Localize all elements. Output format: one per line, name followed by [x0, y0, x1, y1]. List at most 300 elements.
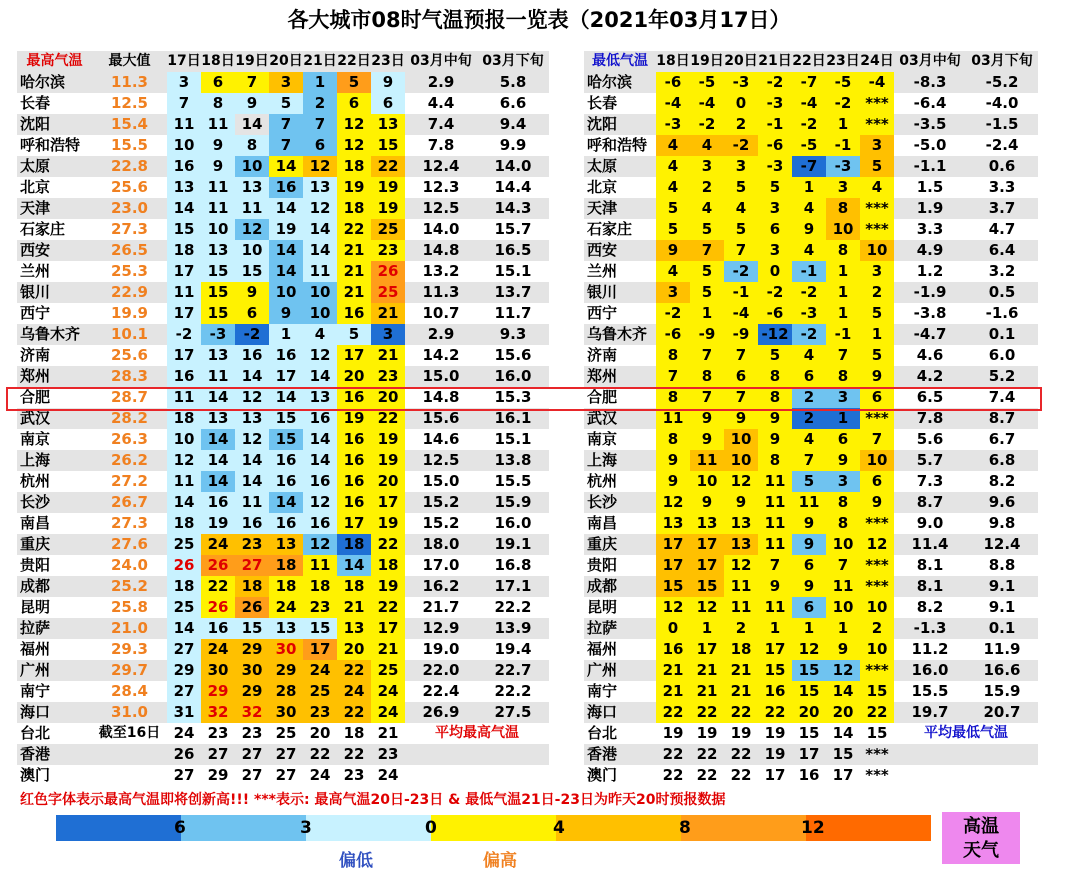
max-cell: 12 — [303, 156, 337, 177]
max-cell: 4 — [303, 324, 337, 345]
max-cell: 15.5 — [494, 472, 532, 490]
min-cell: 6.4 — [988, 241, 1016, 259]
max-cell: 18 — [235, 576, 269, 597]
max-cell: 14 — [241, 115, 263, 133]
min-cell: 4.6 — [916, 346, 944, 364]
max-table-row — [17, 408, 549, 429]
max-cell: 7 — [303, 114, 337, 135]
min-cell: 福州 — [587, 640, 618, 658]
max-cell: 12 — [167, 450, 201, 471]
min-cell: 5 — [860, 345, 894, 366]
min-cell: 0 — [724, 93, 758, 114]
min-cell: 17 — [656, 555, 690, 576]
min-table-row — [584, 618, 1038, 639]
max-cell: 30 — [235, 660, 269, 681]
max-cell — [477, 765, 549, 786]
min-cell: 重庆 — [587, 535, 618, 553]
min-cell: 7.4 — [988, 388, 1016, 406]
min-cell: 22 — [696, 745, 718, 763]
max-cell: 沈阳 — [20, 115, 51, 133]
max-cell: 14.3 — [494, 199, 532, 217]
max-header-cell: 18日 — [201, 53, 235, 69]
min-cell: 16.6 — [983, 661, 1021, 679]
min-cell: 10 — [690, 471, 724, 492]
min-cell: -1 — [826, 324, 860, 345]
max-cell: 26.9 — [422, 703, 460, 721]
max-cell: 16 — [303, 408, 337, 429]
max-cell — [405, 765, 477, 786]
min-cell: 3.2 — [988, 262, 1016, 280]
max-cell: 12.4 — [422, 157, 460, 175]
min-cell: *** — [860, 555, 894, 576]
max-cell: 18 — [269, 555, 303, 576]
max-cell: 南宁 — [20, 682, 51, 700]
max-cell: 18 — [167, 513, 201, 534]
min-cell: 10 — [826, 534, 860, 555]
max-cell: 9.9 — [499, 136, 527, 154]
min-cell: 12.4 — [983, 535, 1021, 553]
max-cell: 济南 — [20, 346, 51, 364]
max-cell: 22 — [309, 745, 331, 763]
min-cell: 8 — [656, 429, 690, 450]
max-cell: 22.2 — [494, 598, 532, 616]
max-cell: 12 — [235, 429, 269, 450]
min-cell: 7 — [690, 240, 724, 261]
max-cell: 17 — [167, 345, 201, 366]
max-cell: 15 — [167, 219, 201, 240]
max-cell: 14.2 — [422, 346, 460, 364]
min-header-cell: 24日 — [860, 53, 894, 69]
min-cell: -4 — [690, 93, 724, 114]
max-table-row — [17, 135, 549, 156]
max-cell: 14 — [269, 261, 303, 282]
min-cell: 20 — [826, 702, 860, 723]
min-cell: 9 — [724, 492, 758, 513]
min-cell: 1 — [758, 618, 792, 639]
max-cell: 11 — [201, 366, 235, 387]
max-cell: 2.9 — [427, 325, 455, 343]
min-cell: 9.1 — [988, 598, 1016, 616]
max-cell: 7 — [269, 114, 303, 135]
min-cell: -2 — [792, 114, 826, 135]
min-table-row — [584, 261, 1038, 282]
max-header-cell: 23日 — [371, 53, 405, 69]
min-cell: 2 — [792, 387, 826, 408]
min-cell: 7 — [826, 345, 860, 366]
min-cell: 7 — [826, 555, 860, 576]
min-cell: 7 — [724, 345, 758, 366]
max-cell: 19 — [371, 429, 405, 450]
max-cell: 19.1 — [494, 535, 532, 553]
max-cell: 20 — [337, 366, 371, 387]
max-cell: 9 — [235, 282, 269, 303]
min-table-row — [584, 723, 1038, 744]
max-cell: 截至16日 — [98, 725, 161, 741]
min-cell: 15 — [758, 660, 792, 681]
scale-low-label: 偏低 — [339, 851, 373, 871]
max-cell: 25.6 — [110, 178, 148, 196]
min-cell: 1 — [792, 177, 826, 198]
min-cell: 6 — [792, 366, 826, 387]
max-cell: 14 — [167, 198, 201, 219]
max-cell: 15 — [303, 618, 337, 639]
min-cell: -2.4 — [985, 136, 1019, 154]
min-cell: 22 — [662, 766, 684, 784]
max-cell: 27 — [235, 555, 269, 576]
max-cell: 19 — [371, 450, 405, 471]
min-cell: 沈阳 — [587, 115, 618, 133]
max-table-row — [17, 723, 549, 744]
min-cell: -2 — [724, 135, 758, 156]
max-cell: 24 — [201, 534, 235, 555]
min-cell: 3.7 — [988, 199, 1016, 217]
min-table-row — [584, 135, 1038, 156]
min-cell: 5 — [656, 198, 690, 219]
min-cell: 22 — [758, 702, 792, 723]
min-cell: 4.2 — [916, 367, 944, 385]
min-cell: -8.3 — [913, 73, 947, 91]
max-cell: 23 — [241, 724, 263, 742]
min-cell: -6 — [758, 135, 792, 156]
max-cell: 成都 — [20, 577, 51, 595]
max-table-row — [17, 261, 549, 282]
max-cell: 27 — [241, 766, 263, 784]
max-cell: 9 — [201, 135, 235, 156]
min-cell: 4.7 — [988, 220, 1016, 238]
max-cell: 9.3 — [499, 325, 527, 343]
max-table-row — [17, 618, 549, 639]
max-cell: 台北 — [20, 724, 51, 742]
min-table-row — [584, 597, 1038, 618]
min-cell: 广州 — [587, 661, 618, 679]
max-cell: 25 — [275, 724, 297, 742]
max-cell: 21 — [377, 724, 399, 742]
min-cell: 22 — [662, 745, 684, 763]
max-cell: 天津 — [20, 199, 51, 217]
max-cell: 15.2 — [422, 514, 460, 532]
max-cell: 21 — [371, 345, 405, 366]
max-cell: 9 — [371, 72, 405, 93]
min-cell: 12 — [860, 534, 894, 555]
scale-tick: 8 — [679, 818, 691, 838]
max-cell: 7 — [235, 72, 269, 93]
max-cell: 16.2 — [422, 577, 460, 595]
max-cell: 长春 — [20, 94, 51, 112]
min-cell: 9 — [690, 408, 724, 429]
max-cell: 22 — [343, 745, 365, 763]
min-cell: -9 — [724, 324, 758, 345]
min-cell: 18 — [724, 639, 758, 660]
min-cell: 15 — [832, 745, 854, 763]
max-cell: 9 — [235, 93, 269, 114]
min-cell: 3 — [758, 198, 792, 219]
min-cell: 西安 — [587, 241, 618, 259]
max-cell: 21.0 — [110, 619, 148, 637]
max-cell: 银川 — [20, 283, 51, 301]
min-cell: 11 — [758, 597, 792, 618]
min-cell: 11 — [792, 492, 826, 513]
min-cell: 3 — [826, 387, 860, 408]
min-cell: -2 — [792, 282, 826, 303]
max-table-row — [17, 681, 549, 702]
max-cell: 26 — [201, 555, 235, 576]
min-cell: 10 — [724, 450, 758, 471]
min-cell: 拉萨 — [587, 619, 618, 637]
max-cell: 21 — [337, 240, 371, 261]
min-cell: 11 — [690, 450, 724, 471]
max-cell: 23 — [371, 240, 405, 261]
max-cell: 13 — [201, 408, 235, 429]
max-cell: 24 — [377, 766, 399, 784]
max-cell: 15 — [201, 261, 235, 282]
min-cell: 台北 — [587, 724, 618, 742]
max-header-cell: 20日 — [269, 53, 303, 69]
min-cell: -1.3 — [913, 619, 947, 637]
min-cell: 哈尔滨 — [587, 73, 633, 91]
max-cell: 19.0 — [422, 640, 460, 658]
max-cell: 7 — [167, 93, 201, 114]
max-cell: 17 — [269, 366, 303, 387]
max-cell: 14 — [167, 618, 201, 639]
max-cell: 16.8 — [494, 556, 532, 574]
min-cell: 郑州 — [587, 367, 618, 385]
max-cell: 32 — [235, 702, 269, 723]
min-cell: 太原 — [587, 157, 618, 175]
min-cell: 7.8 — [916, 409, 944, 427]
min-cell: 10 — [860, 639, 894, 660]
min-cell: 8 — [758, 387, 792, 408]
max-cell: 福州 — [20, 640, 51, 658]
max-cell: 17 — [167, 303, 201, 324]
min-cell: -4 — [724, 303, 758, 324]
min-cell: -3 — [792, 303, 826, 324]
max-cell: 2.9 — [427, 73, 455, 91]
max-cell: 19 — [371, 576, 405, 597]
min-cell: -1 — [826, 135, 860, 156]
min-cell: 1 — [826, 114, 860, 135]
max-cell: 16 — [337, 303, 371, 324]
max-cell: 29.7 — [110, 661, 148, 679]
min-cell: 5.7 — [916, 451, 944, 469]
min-cell: 9 — [656, 471, 690, 492]
min-header-cell: 最低气温 — [592, 53, 648, 69]
min-cell: 13 — [656, 513, 690, 534]
max-cell: 石家庄 — [20, 220, 66, 238]
min-cell: 10 — [826, 219, 860, 240]
min-cell: -2 — [792, 324, 826, 345]
min-cell: -1.6 — [985, 304, 1019, 322]
min-cell: 7 — [724, 240, 758, 261]
max-cell: 18 — [167, 576, 201, 597]
max-cell: 合肥 — [20, 388, 51, 406]
max-cell: 7.4 — [427, 115, 455, 133]
min-cell: -2 — [690, 114, 724, 135]
min-cell: 石家庄 — [587, 220, 633, 238]
max-cell: 23 — [207, 724, 229, 742]
min-cell: 7 — [656, 366, 690, 387]
max-cell: 26 — [173, 745, 195, 763]
min-cell: -5 — [826, 72, 860, 93]
min-cell: 1.9 — [916, 199, 944, 217]
min-cell: 22 — [690, 702, 724, 723]
max-cell: 24 — [371, 702, 405, 723]
max-cell: 22.7 — [494, 661, 532, 679]
max-table-header-row — [17, 51, 549, 72]
min-cell: 19 — [730, 724, 752, 742]
min-cell: 21 — [690, 681, 724, 702]
min-cell: 1 — [826, 303, 860, 324]
max-cell: 22.0 — [422, 661, 460, 679]
max-cell: 21 — [371, 303, 405, 324]
max-cell: 14 — [303, 366, 337, 387]
max-cell: 10 — [269, 282, 303, 303]
max-cell: 15.3 — [494, 388, 532, 406]
max-header-cell: 最大值 — [108, 53, 151, 69]
min-cell: 17 — [832, 766, 854, 784]
max-cell: 29 — [167, 660, 201, 681]
min-cell: 8 — [826, 513, 860, 534]
max-cell: 16 — [235, 345, 269, 366]
min-header-cell: 19日 — [690, 53, 724, 69]
min-cell: -5 — [690, 72, 724, 93]
min-cell: -3.5 — [913, 115, 947, 133]
max-cell: 3 — [167, 72, 201, 93]
min-cell: 长春 — [587, 94, 618, 112]
min-cell: *** — [860, 198, 894, 219]
max-cell: 14.8 — [422, 241, 460, 259]
max-cell: 18 — [269, 576, 303, 597]
max-cell: 19 — [371, 198, 405, 219]
min-cell: 17 — [798, 745, 820, 763]
min-cell: 13 — [690, 513, 724, 534]
max-cell: 27.6 — [110, 535, 148, 553]
max-cell: 11.3 — [110, 73, 148, 91]
max-cell: 18 — [167, 408, 201, 429]
min-cell: 8.7 — [916, 493, 944, 511]
min-cell: 8.7 — [988, 409, 1016, 427]
max-cell: 20 — [371, 387, 405, 408]
max-cell: 27.3 — [110, 514, 148, 532]
max-table-row — [17, 555, 549, 576]
min-cell: 15 — [866, 724, 888, 742]
min-cell: 5 — [758, 177, 792, 198]
max-cell: 26 — [201, 597, 235, 618]
max-cell: 19 — [371, 177, 405, 198]
min-cell: 9.6 — [988, 493, 1016, 511]
min-cell: -7 — [792, 72, 826, 93]
min-cell: 南宁 — [587, 682, 618, 700]
min-cell: 5 — [724, 177, 758, 198]
max-cell: 13.7 — [494, 283, 532, 301]
min-cell: 15.9 — [983, 682, 1021, 700]
min-cell: 平均最低气温 — [924, 725, 1008, 741]
max-cell: 11 — [303, 555, 337, 576]
max-cell: 14 — [269, 156, 303, 177]
min-cell: 2 — [690, 177, 724, 198]
max-cell: 西安 — [20, 241, 51, 259]
max-cell: 16 — [303, 513, 337, 534]
max-cell: 11 — [235, 198, 269, 219]
max-cell: 12.3 — [422, 178, 460, 196]
max-cell: 1 — [303, 72, 337, 93]
min-table-row — [584, 513, 1038, 534]
min-cell: 3 — [826, 471, 860, 492]
max-cell: 4.4 — [427, 94, 455, 112]
min-cell: 9 — [656, 240, 690, 261]
max-cell: 19 — [201, 513, 235, 534]
max-cell: 22 — [371, 534, 405, 555]
min-cell: 11.2 — [911, 640, 949, 658]
max-cell: 拉萨 — [20, 619, 51, 637]
min-cell: 12 — [690, 597, 724, 618]
min-table-row — [584, 576, 1038, 597]
max-cell: 14.0 — [494, 157, 532, 175]
max-cell: 8 — [235, 135, 269, 156]
min-cell: -3 — [724, 72, 758, 93]
min-cell: 12 — [656, 597, 690, 618]
max-cell: 11 — [235, 492, 269, 513]
max-cell: 22 — [337, 660, 371, 681]
max-cell: 27.2 — [110, 472, 148, 490]
min-cell: -2 — [826, 93, 860, 114]
min-cell: 12 — [826, 660, 860, 681]
min-cell: -1 — [792, 261, 826, 282]
max-table-row — [17, 744, 549, 765]
min-cell: 11 — [826, 576, 860, 597]
max-cell: 25 — [371, 219, 405, 240]
min-cell: 4.9 — [916, 241, 944, 259]
min-cell: 6.5 — [916, 388, 944, 406]
max-cell: 24 — [371, 681, 405, 702]
max-table-row — [17, 702, 549, 723]
max-cell: 15.0 — [422, 367, 460, 385]
max-cell: 25 — [167, 597, 201, 618]
min-cell: *** — [860, 660, 894, 681]
max-cell: 长沙 — [20, 493, 51, 511]
min-cell: 9 — [724, 408, 758, 429]
max-cell: 17 — [337, 345, 371, 366]
min-table-row — [584, 366, 1038, 387]
min-cell: 9 — [792, 513, 826, 534]
min-cell: -2 — [758, 72, 792, 93]
min-cell: 成都 — [587, 577, 618, 595]
min-cell: 15 — [792, 681, 826, 702]
min-header-cell: 23日 — [826, 53, 860, 69]
min-cell: 4 — [860, 177, 894, 198]
max-cell: 贵阳 — [20, 556, 51, 574]
max-cell — [92, 765, 167, 786]
min-cell — [894, 765, 966, 786]
min-cell: 2 — [724, 114, 758, 135]
max-cell: 18 — [371, 555, 405, 576]
max-cell: 17 — [337, 513, 371, 534]
max-cell: 16 — [337, 471, 371, 492]
max-cell: 15 — [269, 429, 303, 450]
min-cell: 15 — [798, 724, 820, 742]
min-cell: 5 — [758, 345, 792, 366]
min-cell: 21 — [656, 681, 690, 702]
min-cell: -1 — [758, 114, 792, 135]
max-cell: 23 — [303, 597, 337, 618]
max-cell — [92, 744, 167, 765]
max-cell: 12.9 — [422, 619, 460, 637]
min-cell: 澳门 — [587, 766, 618, 784]
max-cell: 13 — [269, 618, 303, 639]
max-cell: 南昌 — [20, 514, 51, 532]
max-header-cell: 03月中旬 — [410, 53, 472, 69]
max-cell: 25 — [303, 681, 337, 702]
max-cell: 5 — [269, 93, 303, 114]
